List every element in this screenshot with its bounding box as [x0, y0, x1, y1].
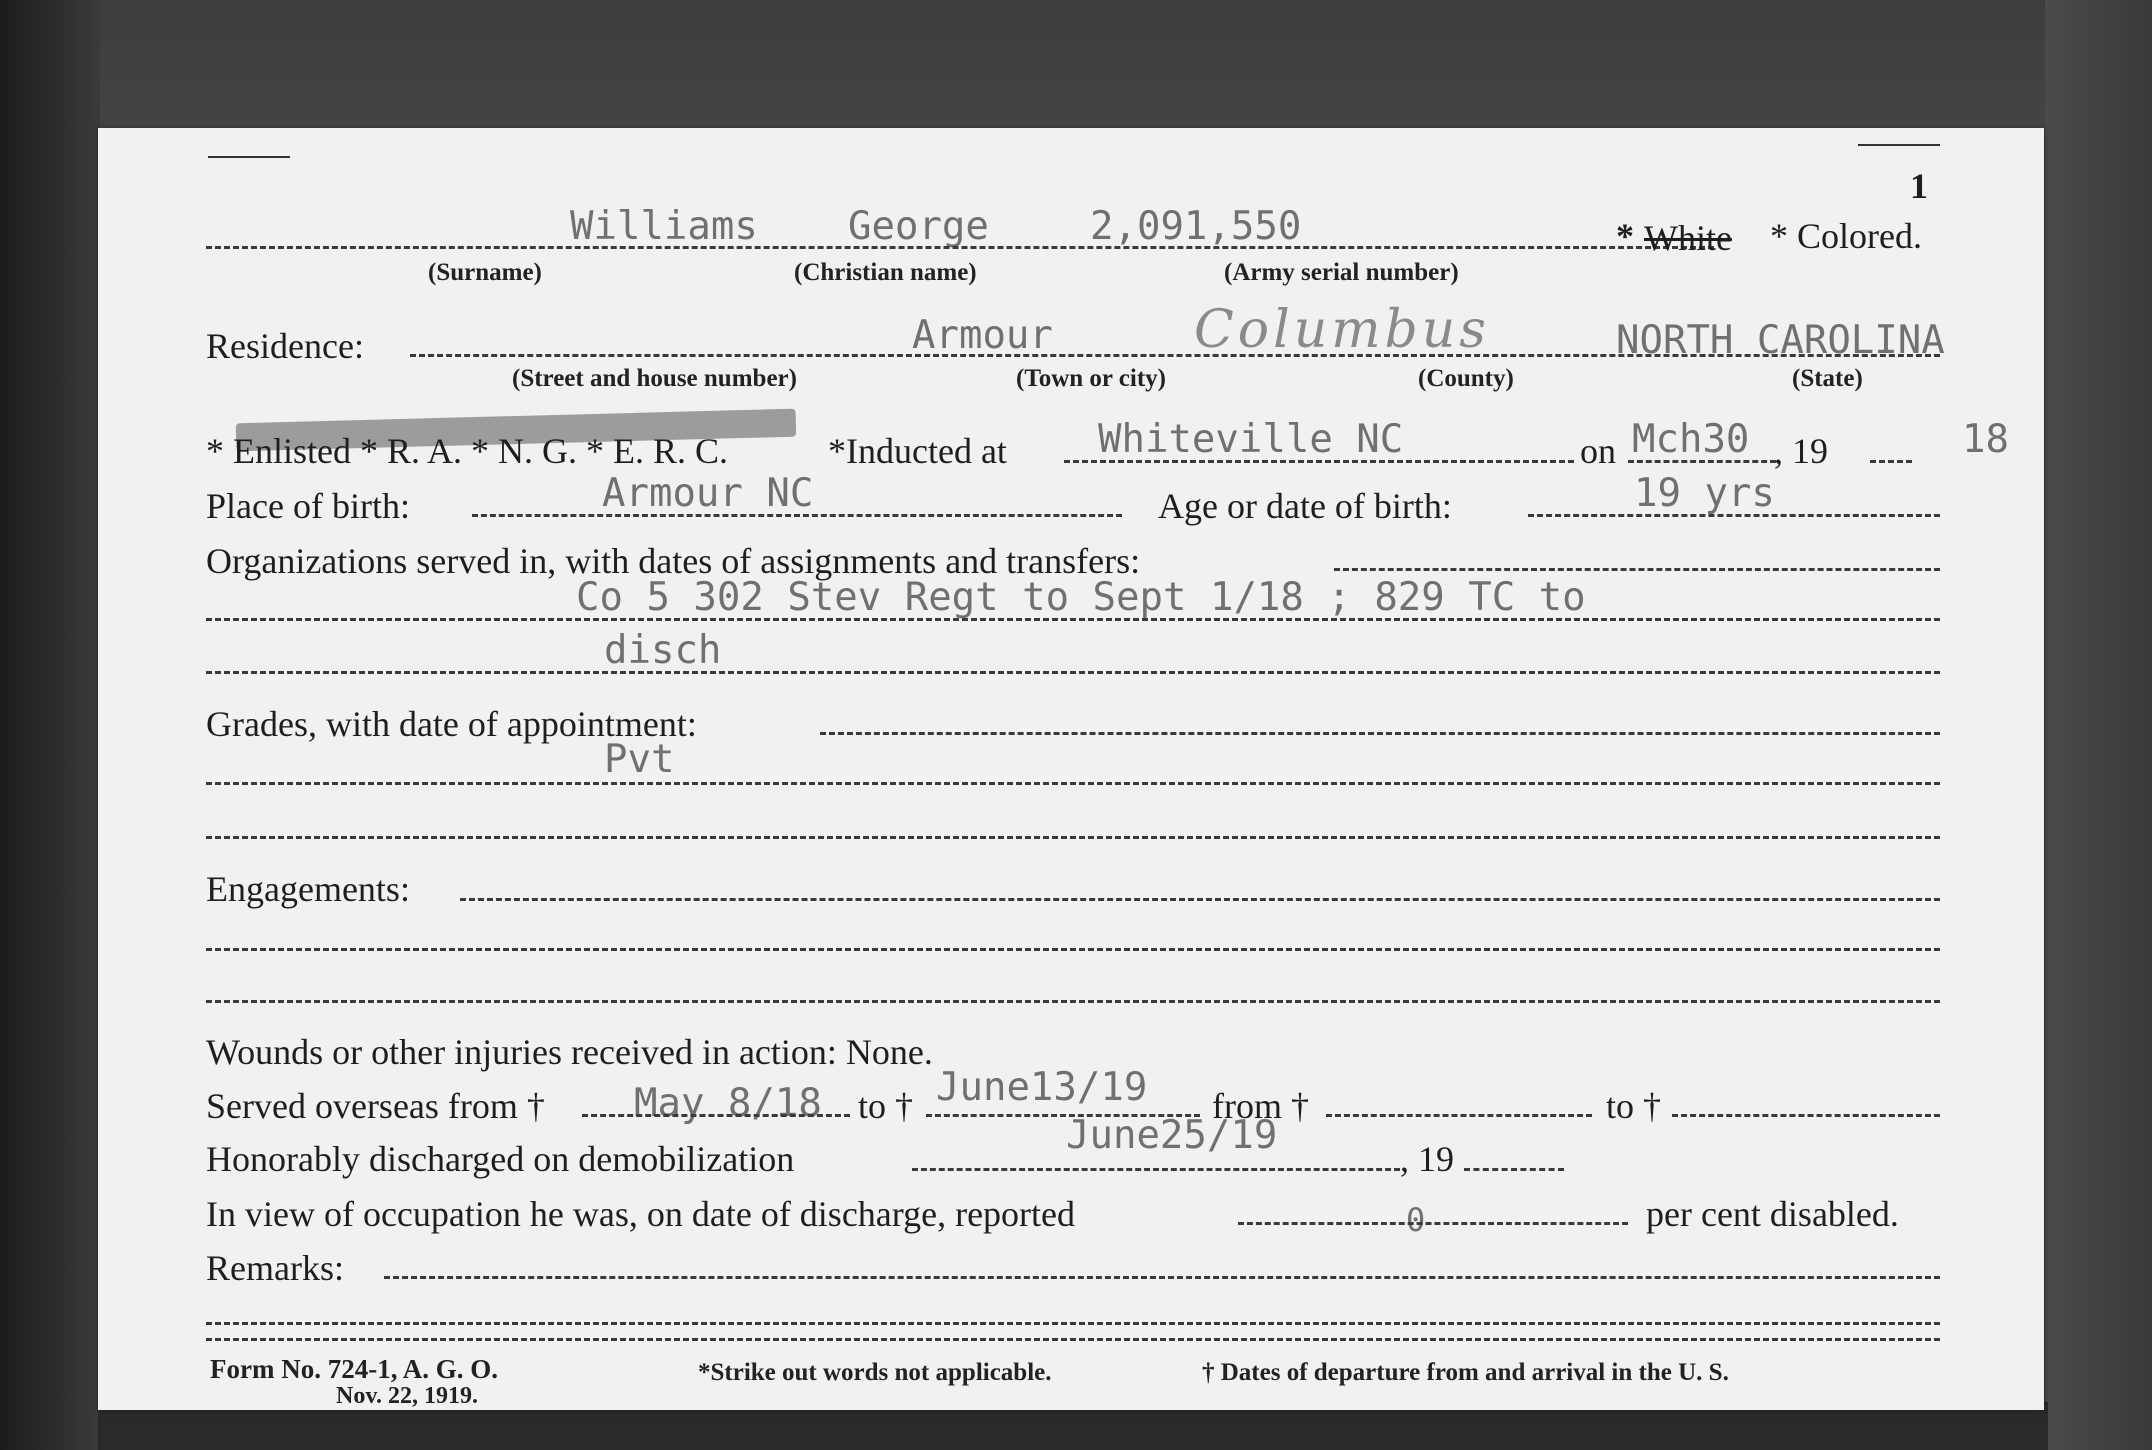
top-right-rule	[1858, 144, 1940, 146]
engagements-line-1	[206, 948, 1940, 951]
organizations-line-1	[206, 618, 1940, 621]
christian-name-caption: (Christian name)	[794, 259, 977, 286]
overseas-to2-label: to †	[1606, 1086, 1662, 1126]
disability-value: 0	[1406, 1201, 1426, 1239]
disability-line	[1238, 1222, 1628, 1225]
residence-state-value: NORTH CAROLINA	[1616, 318, 1945, 363]
inducted-year-value: 18	[1962, 417, 2009, 462]
discharge-date-line	[912, 1168, 1400, 1171]
street-caption: (Street and house number)	[512, 365, 797, 392]
grades-label: Grades, with date of appointment:	[206, 704, 697, 744]
residence-line	[410, 354, 1940, 357]
residence-town-value: Armour	[912, 313, 1053, 358]
form-date: Nov. 22, 1919.	[336, 1383, 479, 1409]
inducted-place-value: Whiteville NC	[1098, 417, 1404, 462]
remarks-line-2	[206, 1338, 1940, 1341]
disability-suffix: per cent disabled.	[1646, 1194, 1899, 1234]
inducted-label: *Inducted at	[828, 431, 1007, 471]
enlisted-options: * Enlisted * R. A. * N. G. * E. R. C.	[206, 431, 729, 471]
organizations-line-2-value: disch	[604, 628, 722, 673]
age-line	[1528, 514, 1940, 517]
grades-line-1	[206, 782, 1940, 785]
discharge-year-label: , 19	[1400, 1139, 1454, 1179]
engagements-line-2	[206, 1000, 1940, 1003]
dates-note: † Dates of departure from and arrival in the U. S.	[1202, 1359, 1729, 1386]
grades-value: Pvt	[604, 737, 675, 782]
age-value: 19 yrs	[1634, 471, 1775, 516]
surname-caption: (Surname)	[428, 259, 542, 286]
residence-county-value: Columbus	[1194, 300, 1490, 360]
scanner-background-left	[0, 0, 100, 1450]
age-label: Age or date of birth:	[1158, 486, 1452, 526]
overseas-from-value: May 8/18	[634, 1081, 822, 1126]
organizations-line-2	[206, 671, 1940, 674]
serial-number-caption: (Army serial number)	[1224, 259, 1459, 286]
inducted-place-line	[1064, 460, 1574, 463]
organizations-label: Organizations served in, with dates of assignments and transfers:	[206, 541, 1141, 581]
race-colored: * Colored.	[1770, 216, 1922, 256]
place-of-birth-value: Armour NC	[602, 471, 814, 516]
wounds-label: Wounds or other injuries received in action: None.	[206, 1032, 933, 1072]
organizations-line-1-value: Co 5 302 Stev Regt to Sept 1/18 ; 829 TC to	[576, 575, 1586, 620]
inducted-date-line	[1628, 460, 1776, 463]
county-caption: (County)	[1418, 365, 1514, 392]
name-line	[206, 246, 1714, 249]
overseas-from-line	[582, 1114, 850, 1117]
overseas-from-label: Served overseas from †	[206, 1086, 545, 1126]
grades-line-2	[206, 836, 1940, 839]
disability-label: In view of occupation he was, on date of discharge, reported	[206, 1194, 1076, 1234]
organizations-line-0	[1334, 568, 1940, 571]
residence-label: Residence:	[206, 326, 364, 366]
serial-number-value: 2,091,550	[1090, 204, 1302, 249]
overseas-to2-line	[1672, 1114, 1940, 1117]
inducted-year-line	[1870, 460, 1912, 463]
surname-value: Williams	[570, 204, 758, 249]
discharge-year-line	[1464, 1168, 1564, 1171]
christian-name-value: George	[848, 204, 989, 249]
remarks-line-0	[384, 1276, 1940, 1279]
scanner-background-top	[100, 0, 2152, 130]
card-number: 1	[1910, 166, 1928, 206]
overseas-to-label: to †	[858, 1086, 914, 1126]
strike-out-note: *Strike out words not applicable.	[698, 1359, 1052, 1386]
place-of-birth-label: Place of birth:	[206, 486, 410, 526]
state-caption: (State)	[1792, 365, 1863, 392]
race-white-struck: White	[1644, 218, 1732, 258]
engagements-label: Engagements:	[206, 869, 410, 909]
overseas-to-value: June13/19	[936, 1065, 1148, 1110]
top-left-rule	[208, 156, 290, 158]
service-record-card	[98, 128, 2044, 1410]
place-of-birth-line	[472, 514, 1122, 517]
discharge-date-value: June25/19	[1066, 1113, 1278, 1158]
discharge-label: Honorably discharged on demobilization	[206, 1139, 795, 1179]
inducted-on-label: on	[1580, 431, 1616, 471]
scanner-background-right	[2045, 0, 2152, 1450]
town-caption: (Town or city)	[1016, 365, 1166, 392]
overseas-from2-line	[1326, 1114, 1592, 1117]
remarks-label: Remarks:	[206, 1248, 344, 1288]
form-number: Form No. 724-1, A. G. O.	[210, 1354, 498, 1384]
overseas-from2-label: from †	[1212, 1086, 1309, 1126]
engagements-line-0	[460, 898, 1940, 901]
inducted-year-prefix: , 19	[1774, 431, 1828, 471]
race-marker: *	[1616, 216, 1634, 256]
grades-line-0	[820, 732, 1940, 735]
inducted-date-value: Mch30	[1632, 417, 1750, 462]
remarks-line-1	[206, 1322, 1940, 1325]
